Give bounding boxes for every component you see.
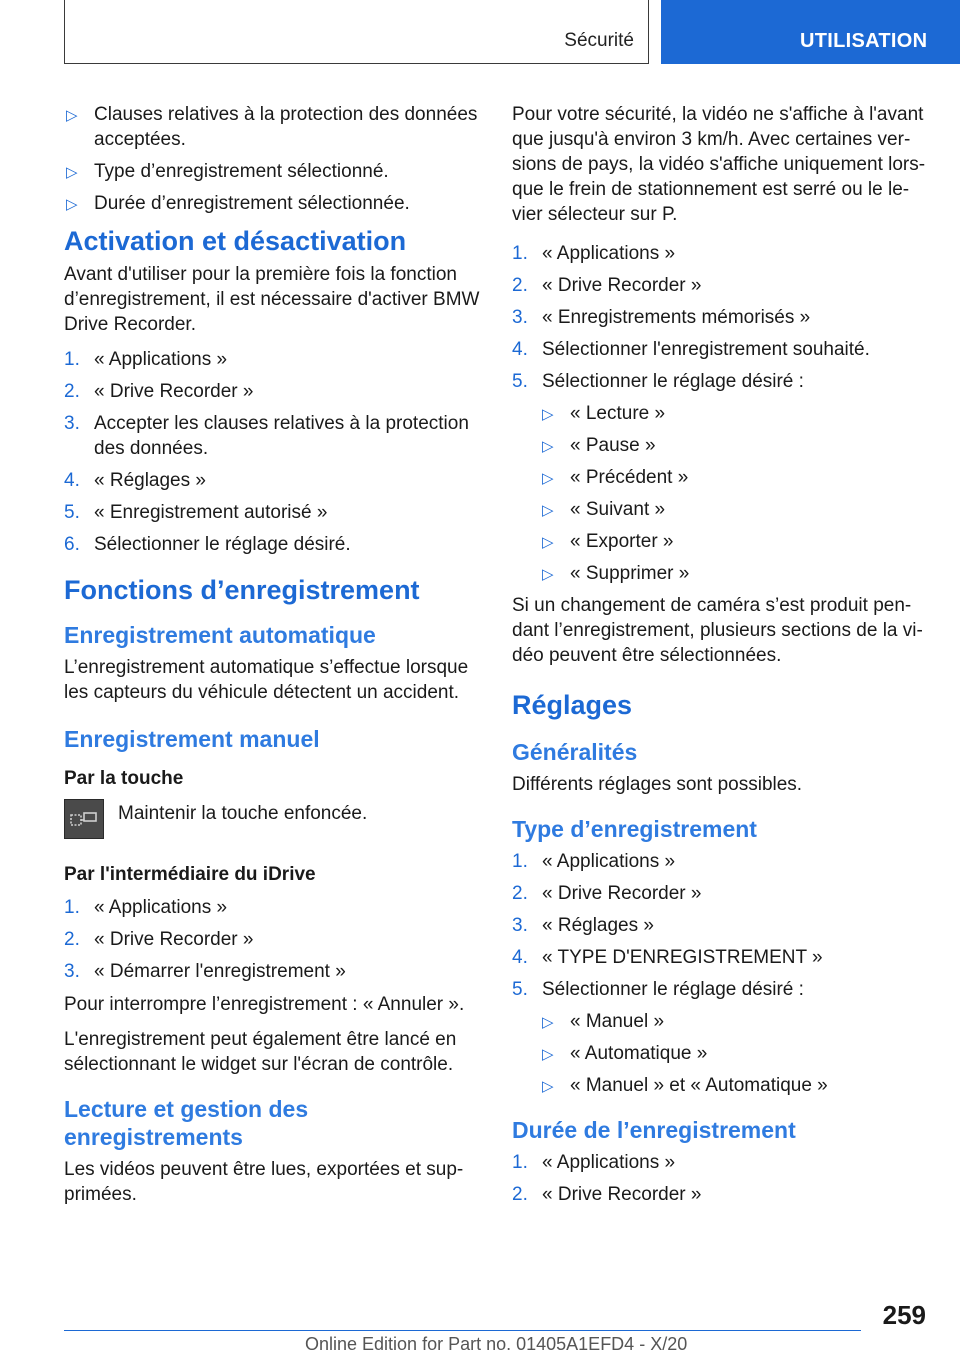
widget-text: L'enregistrement peut également être lancé en sélectionnant le widget sur l'écran de contrôle.	[64, 1029, 457, 1075]
list-item: 2. « Drive Recorder »	[512, 883, 702, 904]
triangle-right-icon: ▷	[542, 406, 554, 423]
list-item: 1. « Applications »	[512, 851, 676, 872]
heading-idrive: Par l'intermédiaire du iDrive	[64, 864, 316, 885]
list-item: ▷ Type d’enregistrement sélectionné.	[64, 159, 482, 184]
triangle-right-icon: ▷	[66, 196, 78, 213]
list-item: 6. Sélectionner le réglage désiré.	[64, 534, 351, 555]
triangle-right-icon: ▷	[542, 1014, 554, 1031]
triangle-right-icon: ▷	[542, 566, 554, 583]
list-item: 1. « Applications »	[512, 243, 676, 264]
list-item: ▷ « Automatique »	[512, 1041, 930, 1066]
type-options	[512, 1009, 930, 1098]
idrive-steps	[64, 895, 482, 984]
list-item: ▷ Durée d’enregistrement sélectionnée.	[64, 191, 482, 216]
list-item: 1. « Applications »	[512, 1152, 676, 1173]
lecture-text: Les vidéos peuvent être lues, exportées et supprimées.	[64, 1159, 464, 1205]
list-item: ▷ « Manuel »	[512, 1009, 930, 1034]
list-item: ▷ « Suivant »	[512, 497, 930, 522]
triangle-right-icon: ▷	[542, 534, 554, 551]
list-item: ▷ « Manuel » et « Automatique »	[512, 1073, 930, 1098]
list-item: ▷ « Pause »	[512, 433, 930, 458]
heading-type: Type d’enregistrement	[512, 816, 757, 842]
safety-text: Pour votre sécurité, la vidéo ne s'affiche à l'avant que jusqu'à environ 3 km/h. Avec certaines versions de pays, la vidéo s'affiche uniquement lorsque le frein de stationnement est serré ou le levier sélecteur sur P.	[512, 104, 926, 225]
triangle-right-icon: ▷	[542, 1078, 554, 1095]
footer-divider	[64, 1330, 861, 1331]
play-steps	[512, 241, 930, 394]
list-item: ▷ Clauses relatives à la protection des données acceptées.	[66, 104, 478, 150]
page-number: 259	[882, 1300, 926, 1330]
list-item: 5. Sélectionner le réglage désiré :	[512, 979, 804, 1000]
footer-edition: Online Edition for Part no. 01405A1EFD4 - X/20	[305, 1334, 688, 1354]
heading-reglages: Réglages	[512, 690, 633, 720]
header-section-box	[64, 0, 649, 64]
list-item: 2. « Drive Recorder »	[64, 381, 254, 402]
heading-lecture: Lecture et gestion des enregistrements	[64, 1096, 309, 1150]
heading-manual: Enregistrement manuel	[64, 726, 320, 752]
list-item: ▷ « Exporter »	[512, 529, 930, 554]
triangle-right-icon: ▷	[542, 502, 554, 519]
list-item: 2. « Drive Recorder »	[64, 929, 254, 950]
activation-steps	[64, 347, 482, 557]
list-item: 3. « Enregistrements mémorisés »	[512, 307, 811, 328]
list-item: 3. Accepter les clauses relatives à la protection des données.	[64, 413, 469, 459]
list-item: 2. « Drive Recorder »	[512, 1184, 702, 1205]
list-item: 4. « Réglages »	[64, 470, 206, 491]
right-column	[512, 102, 930, 1215]
list-item: 3. « Réglages »	[512, 915, 654, 936]
play-options	[512, 401, 930, 586]
heading-auto: Enregistrement automatique	[64, 622, 376, 648]
triangle-right-icon: ▷	[542, 438, 554, 455]
header-chapter-tab	[661, 0, 960, 64]
list-item: 5. « Enregistrement autorisé »	[64, 502, 328, 523]
camera-text: Si un changement de caméra s’est produit pendant l’enregistrement, plusieurs sections de la vidéo peuvent être sélectionnées.	[512, 595, 923, 666]
duree-steps	[512, 1150, 930, 1207]
heading-activation: Activation et désactivation	[64, 226, 407, 256]
header-section-title: Sécurité	[564, 30, 634, 51]
button-text: Maintenir la touche enfoncée.	[118, 803, 368, 824]
type-steps	[512, 849, 930, 1002]
header-chapter-label: UTILISATION	[800, 30, 928, 52]
general-text: Différents réglages sont possibles.	[512, 774, 803, 795]
heading-generalites: Généralités	[512, 739, 638, 765]
drive-recorder-button-icon	[64, 799, 104, 839]
left-column	[64, 102, 482, 1217]
triangle-right-icon: ▷	[66, 164, 78, 181]
heading-button: Par la touche	[64, 768, 184, 789]
list-item: ▷ « Précédent »	[512, 465, 930, 490]
stop-text: Pour interrompre l’enregistrement : « Annuler ».	[64, 994, 465, 1015]
triangle-right-icon: ▷	[542, 470, 554, 487]
activation-text: Avant d'utiliser pour la première fois la fonction d’enregistrement, il est nécessaire d'activer BMW Drive Recorder.	[64, 264, 480, 335]
list-item: 3. « Démarrer l'enregistrement »	[64, 961, 346, 982]
list-item: ▷ « Supprimer »	[512, 561, 930, 586]
button-instruction	[64, 799, 482, 839]
triangle-right-icon: ▷	[66, 107, 78, 124]
auto-text: L’enregistrement automatique s’effectue lorsque les capteurs du véhicule détectent un accident.	[64, 657, 469, 703]
heading-fonctions: Fonctions d’enregistrement	[64, 575, 420, 605]
list-item: ▷ « Lecture »	[512, 401, 930, 426]
list-item: 5. Sélectionner le réglage désiré :	[512, 371, 804, 392]
list-item: 1. « Applications »	[64, 349, 228, 370]
list-item: 1. « Applications »	[64, 897, 228, 918]
triangle-right-icon: ▷	[542, 1046, 554, 1063]
heading-duree: Durée de l’enregistrement	[512, 1117, 796, 1143]
list-item: 4. Sélectionner l'enregistrement souhaité.	[512, 339, 870, 360]
prerequisites-list	[64, 102, 482, 216]
list-item: 2. « Drive Recorder »	[512, 275, 702, 296]
list-item: 4. « TYPE D'ENREGISTREMENT »	[512, 947, 823, 968]
